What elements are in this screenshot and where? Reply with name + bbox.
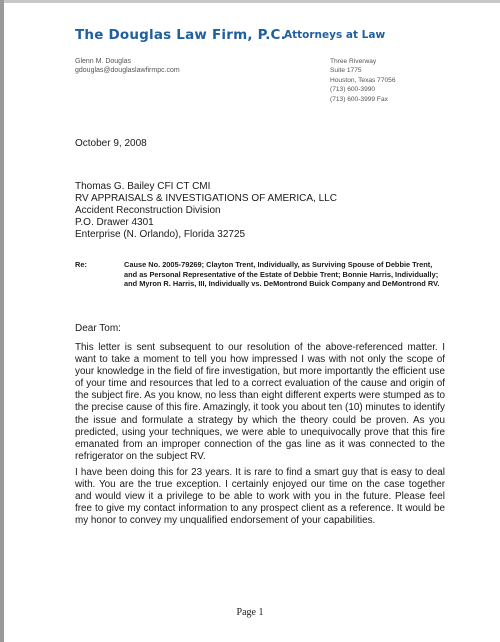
recipient-address (75, 181, 337, 241)
recipient-line: P.O. Drawer 4301 (75, 217, 154, 228)
recipient-line: Thomas G. Bailey CFI CT CMI (75, 181, 211, 192)
attorney-block (75, 57, 180, 75)
salutation: Dear Tom: (75, 323, 121, 334)
scan-left-edge (0, 0, 4, 642)
attorney-name: Glenn M. Douglas (75, 58, 132, 65)
re-label: Re: (75, 260, 87, 269)
scan-top-edge (0, 0, 500, 3)
attorney-email: gdouglas@douglaslawfirmpc.com (75, 67, 180, 74)
recipient-line: Enterprise (N. Orlando), Florida 32725 (75, 229, 246, 240)
letter-date: October 9, 2008 (75, 138, 147, 149)
body-paragraph: This letter is sent subsequent to our resolution of the above-referenced matter. I want to take a moment to tell you how impressed I was with not only the scope of your knowledge in the field of fire investigation, but more importantly the efficient use of your time and resources that led to a correct evaluation of the cause and origin of the subject fire. As you know, no less than eight different experts were stumped as to the precise cause of this fire. Amazingly, it took you about ten (10) minutes to identify the issue and formulate a strategy by which the theory could be proven. As you predicted, using your techniques, we were able to unequivocally prove that this fire emanated from an improper connection of the gas line as it was connected to the refrigerator on the subject RV. (75, 342, 445, 462)
address-line: Three Riverway (330, 58, 377, 65)
address-line: Suite 1775 (330, 67, 362, 75)
firm-address-block (330, 57, 396, 104)
body-paragraph: I have been doing this for 23 years. It is rare to find a smart guy that is easy to deal with. You are the true exception. I certainly enjoyed our time on the case together and would view it a privilege to be able to work with you in the future. Please feel free to give my contact information to any prospect client as a reference. It would be my honor to convey my unqualified endorsement of your capabilities. (75, 467, 445, 527)
phone-line: (713) 600-3990 (330, 86, 376, 94)
fax-line: (713) 600-3999 Fax (330, 95, 388, 103)
recipient-line: Accident Reconstruction Division (75, 205, 221, 216)
re-subject: Cause No. 2005-79269; Clayton Trent, Individually, as Surviving Spouse of Debbie Trent, and as Personal Representative of the Estate of Debbie Trent; Bonnie Harris, Individually; and Myron R. Harris, III, Individually vs. DeMontrond Buick Company and DeMontrond RV. (124, 260, 440, 289)
address-line: Houston, Texas 77056 (330, 76, 396, 84)
page-number: Page 1 (236, 607, 264, 618)
firm-name: The Douglas Law Firm, P.C. (75, 27, 286, 43)
recipient-line: RV APPRAISALS & INVESTIGATIONS OF AMERICA, LLC (75, 193, 337, 204)
firm-tagline: Attorneys at Law (284, 29, 386, 41)
